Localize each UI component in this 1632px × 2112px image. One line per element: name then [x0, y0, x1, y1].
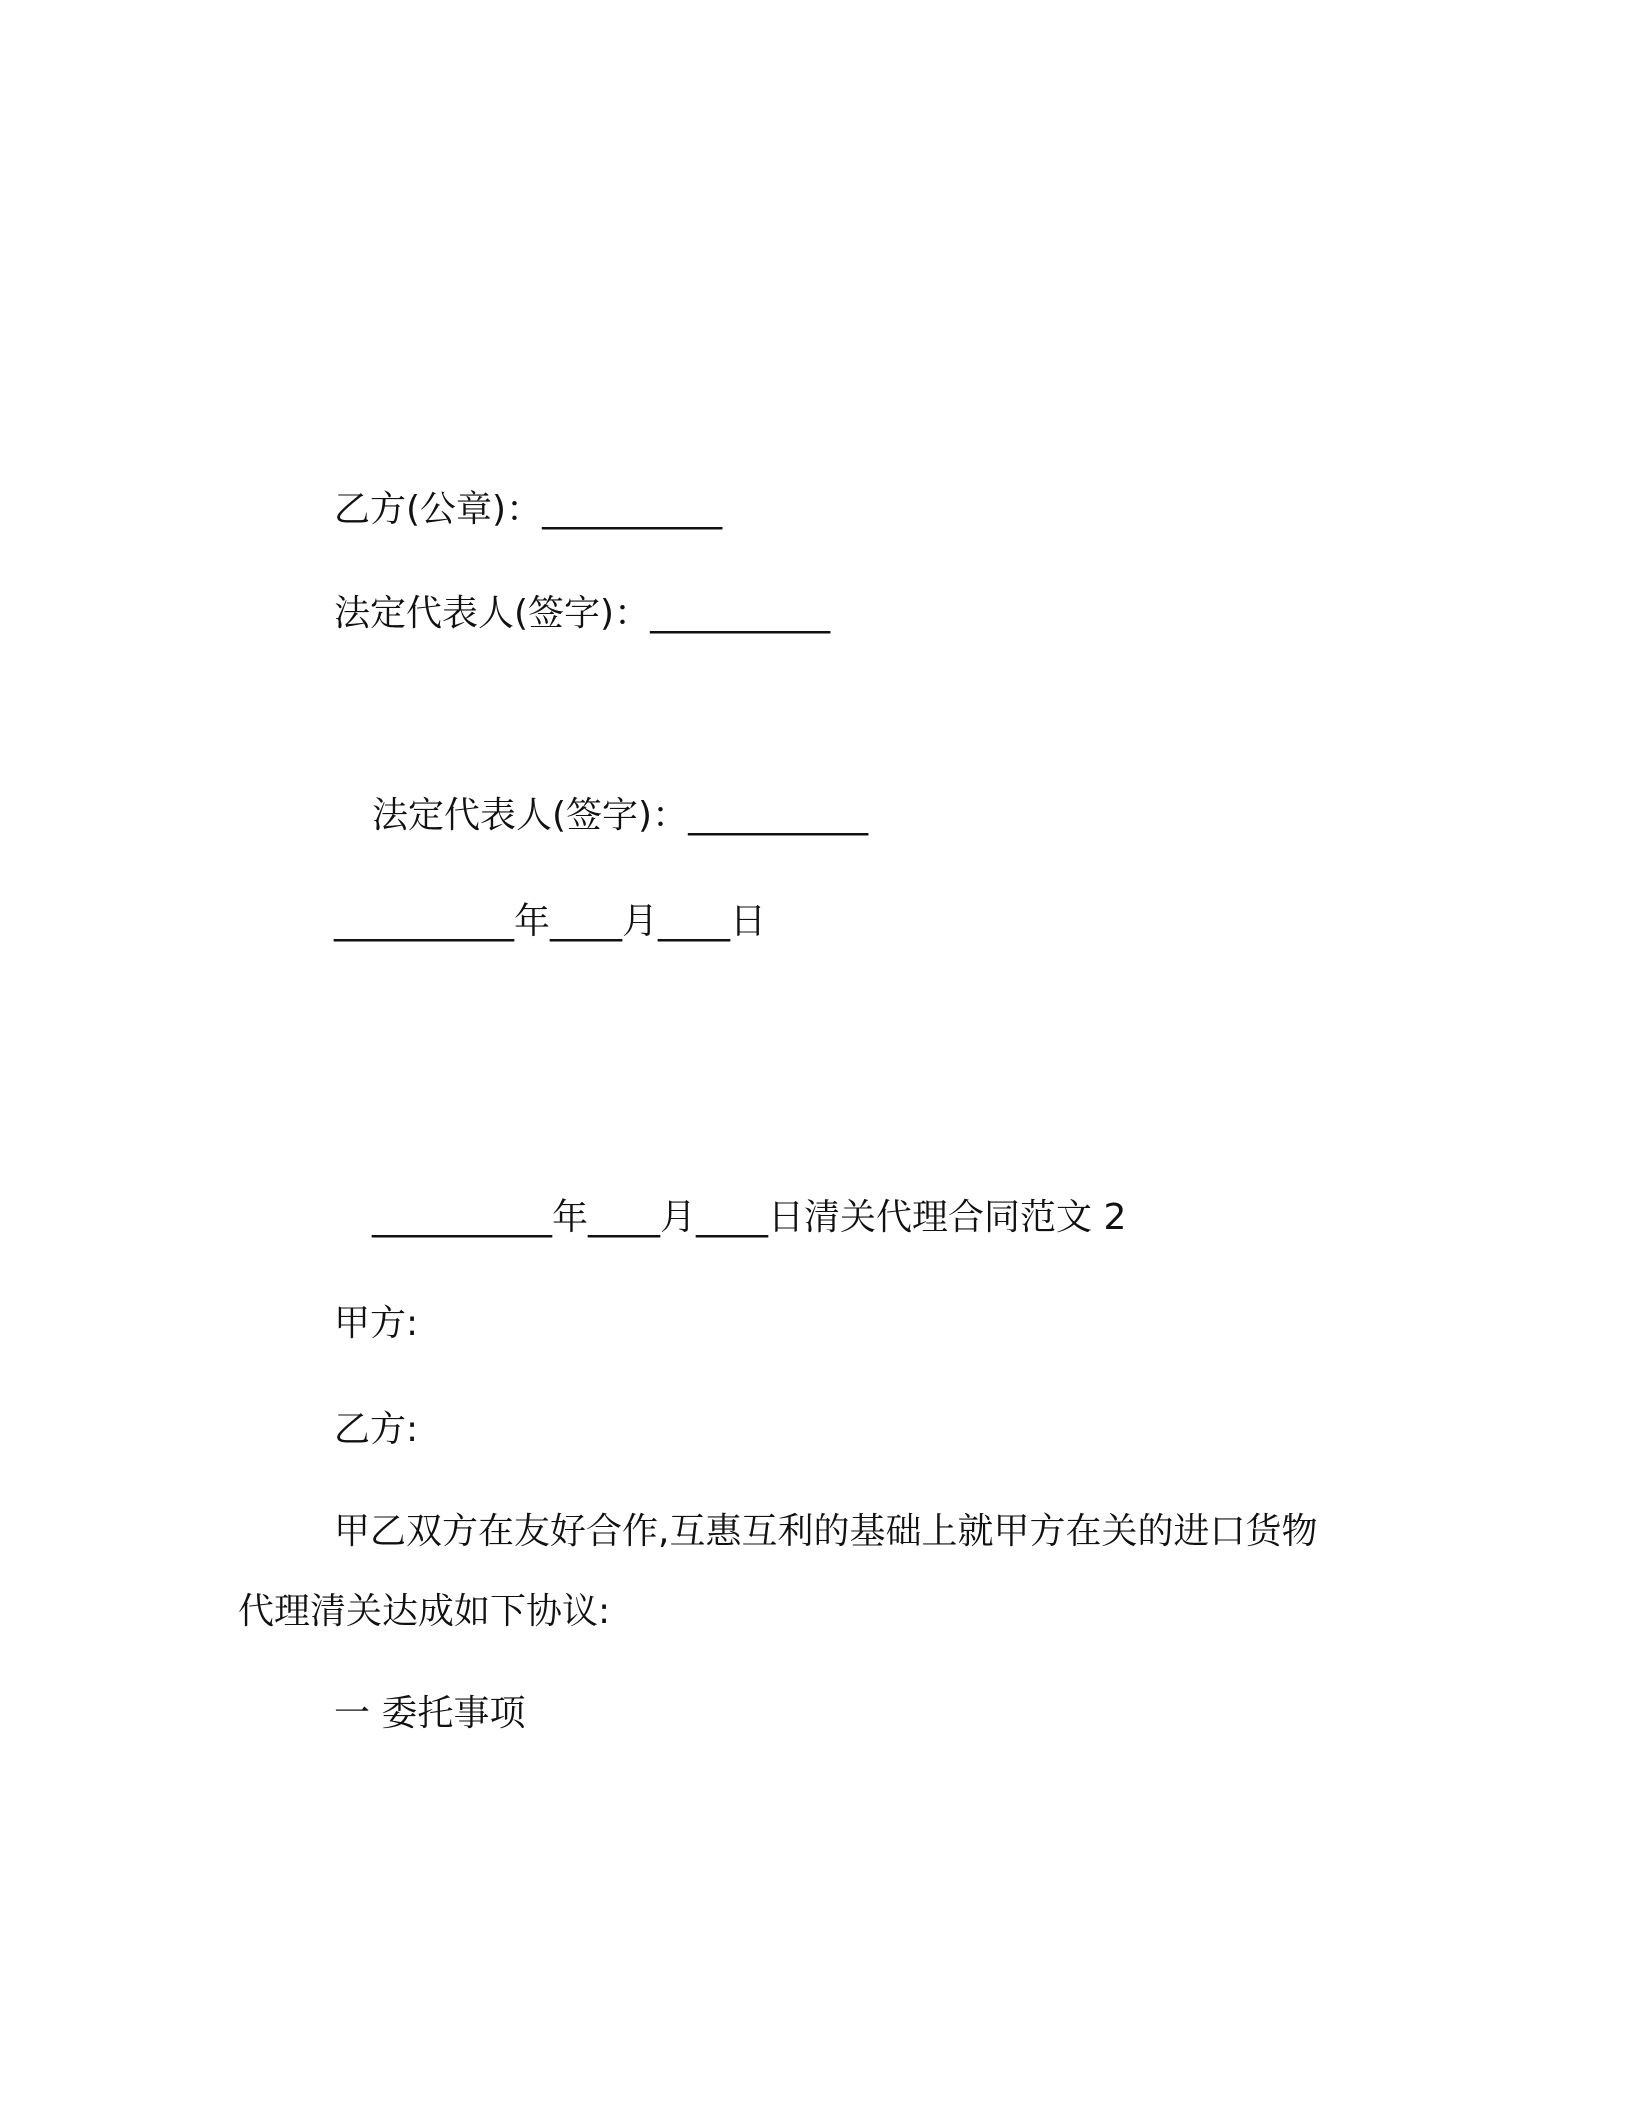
legal-rep-signature-line: 法定代表人(签字)：__________	[372, 795, 869, 836]
contract-title-line: __________年____月____日清关代理合同范文 2	[372, 1197, 1127, 1238]
agreement-paragraph-line: 甲乙双方在友好合作,互惠互利的基础上就甲方在关的进口货物	[334, 1511, 1318, 1552]
section-heading: 一 委托事项	[334, 1693, 526, 1734]
agreement-paragraph-line: 代理清关达成如下协议:	[238, 1591, 611, 1632]
party-b-seal-line: 乙方(公章)：__________	[334, 489, 723, 530]
party-a-line: 甲方:	[334, 1303, 419, 1344]
legal-rep-signature-line: 法定代表人(签字)：__________	[334, 593, 831, 634]
date-line: __________年____月____日	[334, 901, 766, 942]
party-b-line: 乙方:	[334, 1409, 419, 1450]
